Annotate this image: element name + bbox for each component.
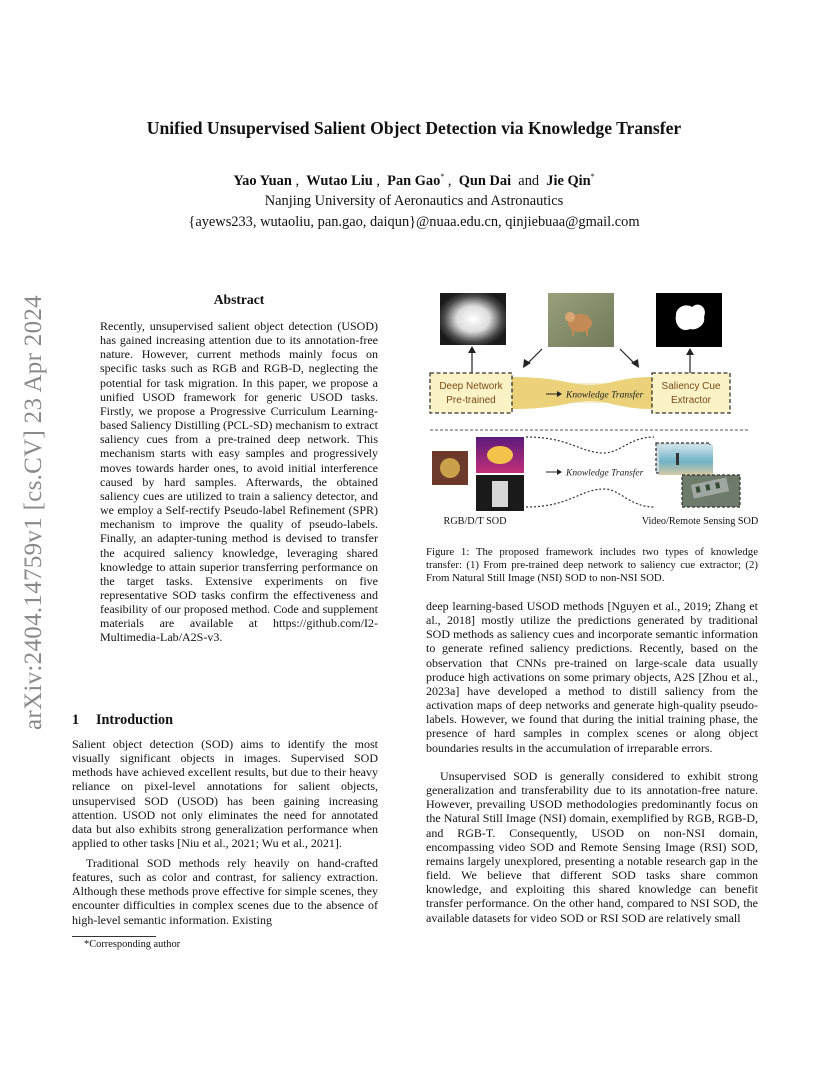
saliency-map-image bbox=[440, 293, 506, 345]
framework-diagram bbox=[420, 285, 760, 547]
abstract-heading: Abstract bbox=[213, 292, 265, 307]
right-paragraph-2: Unsupervised SOD is generally considered to exhibit strong generalization and transferability due to its annotation-free nature. However, prevailing USOD methodologies predominantly focus on the Natural Still Image (NSI) domain, exemplified by RGB, RGB-D, and RGB-T. Consequently, USOD on non-NSI domain, encompassing video SOD and Remote Sensing Image (RSI) SOD, remains largely unexplored, presenting a notable research gap in the field. We believe that different SOD tasks share common knowledge, and exploiting this shared knowledge can benefit transfer performance. On the other hand, compared to NSI SOD, the available datasets for video SOD or RSI SOD are relatively small bbox=[426, 769, 758, 925]
box-right-line-2: Extractor bbox=[670, 395, 712, 406]
footnote-rule bbox=[72, 936, 156, 937]
figure-label-left: RGB/D/T SOD bbox=[443, 516, 507, 527]
affiliation: Nanjing University of Aeronautics and Astronautics bbox=[264, 193, 564, 209]
author-list: Yao Yuan , Wutao Liu , Pan Gao* , Qun Dai and Jie Qin* bbox=[233, 172, 595, 189]
author-name: Pan Gao bbox=[387, 172, 441, 189]
video-frame-image bbox=[656, 443, 713, 475]
intro-paragraph-1: Salient object detection (SOD) aims to identify the most visually significant objects in images. Supervised SOD methods have achieved excellent results, but due to their heavy reliance on pixel-level annotations for salient objects, unsupervised SOD (USOD) has been gaining increasing attention. USOD not only eliminates the need for annotated data but also exhibits strong generalization performance when applied to other tasks [Niu et al., 2021; Wu et al., 2021]. bbox=[72, 737, 378, 851]
footnote: *Corresponding author bbox=[84, 939, 181, 950]
abstract-text: Recently, unsupervised salient object detection (USOD) has gained increasing attention due to its annotation-free nature. However, current methods mainly focus on specific tasks such as RGB and RGB-D, neglecting the potential for task migration. In this paper, we propose a unified USOD framework for generic USOD tasks. Firstly, we propose a Progressive Curriculum Learning-based Saliency Distilling (PCL-SD) mechanism to extract saliency cues from a pre-trained deep network. This mechanism starts with easy samples and progressively moves towards harder ones, to avoid initial interference caused by hard samples. Afterwards, the obtained saliency cues are utilized to train a saliency detector, and we employ a Self-rectify Pseudo-label Refinement (SPR) mechanism to improve the quality of pseudo-labels. Finally, an adapter-tuning method is devised to transfer the acquired saliency knowledge, leveraging shared knowledge to attain superior transferring performance on the target tasks. Extensive experiments on five representative SOD tasks confirm the effectiveness and feasibility of our proposed method. Code and supplement materials are available at https://github.com/I2-Multimedia-Lab/A2S-v3. bbox=[100, 319, 378, 645]
thermal-image bbox=[476, 437, 524, 473]
section-title: Introduction bbox=[96, 712, 173, 728]
author-emails: {ayews233, wutaoliu, pan.gao, daiqun}@nuaa.edu.cn, qinjiebuaa@gmail.com bbox=[188, 214, 640, 230]
box-left-line-2: Pre-trained bbox=[446, 395, 496, 406]
arrow-label-bottom: Knowledge Transfer bbox=[566, 468, 644, 479]
depth-image bbox=[476, 475, 524, 511]
author-name: Jie Qin bbox=[546, 172, 591, 189]
arrow-label-top: Knowledge Transfer bbox=[566, 390, 644, 401]
figure-caption: Figure 1: The proposed framework includes two types of knowledge transfer: (1) From pre-trained deep network to saliency cue extractor; (2) From Natural Still Image (NSI) SOD to non-NSI SOD. bbox=[426, 546, 758, 584]
section-heading bbox=[72, 712, 173, 729]
figure-1 bbox=[420, 285, 760, 547]
arxiv-side-label: arXiv:2404.14759v1 [cs.CV] 23 Apr 2024 bbox=[20, 295, 47, 730]
section-number: 1 bbox=[72, 712, 80, 728]
intro-paragraph-2: Traditional SOD methods rely heavily on hand-crafted features, such as color and contrast, for saliency extraction. Although these methods prove effective for simple scenes, they encounter difficulties in complex scenes due to the absence of high-level semantic information. Existing bbox=[72, 856, 378, 927]
rgb-image bbox=[432, 451, 468, 485]
paper-title: Unified Unsupervised Salient Object Detection via Knowledge Transfer bbox=[146, 118, 682, 138]
author-name: Wutao Liu bbox=[306, 172, 373, 189]
pseudo-label-mask-image bbox=[656, 293, 722, 347]
figure-label-right: Video/Remote Sensing SOD bbox=[641, 516, 759, 527]
right-paragraph-1: deep learning-based USOD methods [Nguyen et al., 2019; Zhang et al., 2018] mostly utilize the predictions generated by traditional SOD methods as saliency cues and incorporate semantic information to generate refined saliency predictions. Recently, based on the observation that CNNs pre-trained on large-scale data usually produce high activations on some primary objects, A2S [Zhou et al., 2023a] have developed a method to distill saliency from the activation maps of deep networks and generate high-quality pseudo-labels. However, we found that during the initial training phase, the presence of hard samples in complex scenes or along object boundaries results in the accumulation of irreparable errors. bbox=[426, 599, 758, 755]
author-name: Qun Dai bbox=[458, 172, 512, 189]
remote-sensing-image bbox=[682, 475, 740, 507]
author-name: Yao Yuan bbox=[233, 172, 292, 189]
box-right-line-1: Saliency Cue bbox=[661, 381, 721, 392]
dog-photo-image bbox=[548, 293, 614, 347]
box-left-line-1: Deep Network bbox=[439, 381, 503, 392]
